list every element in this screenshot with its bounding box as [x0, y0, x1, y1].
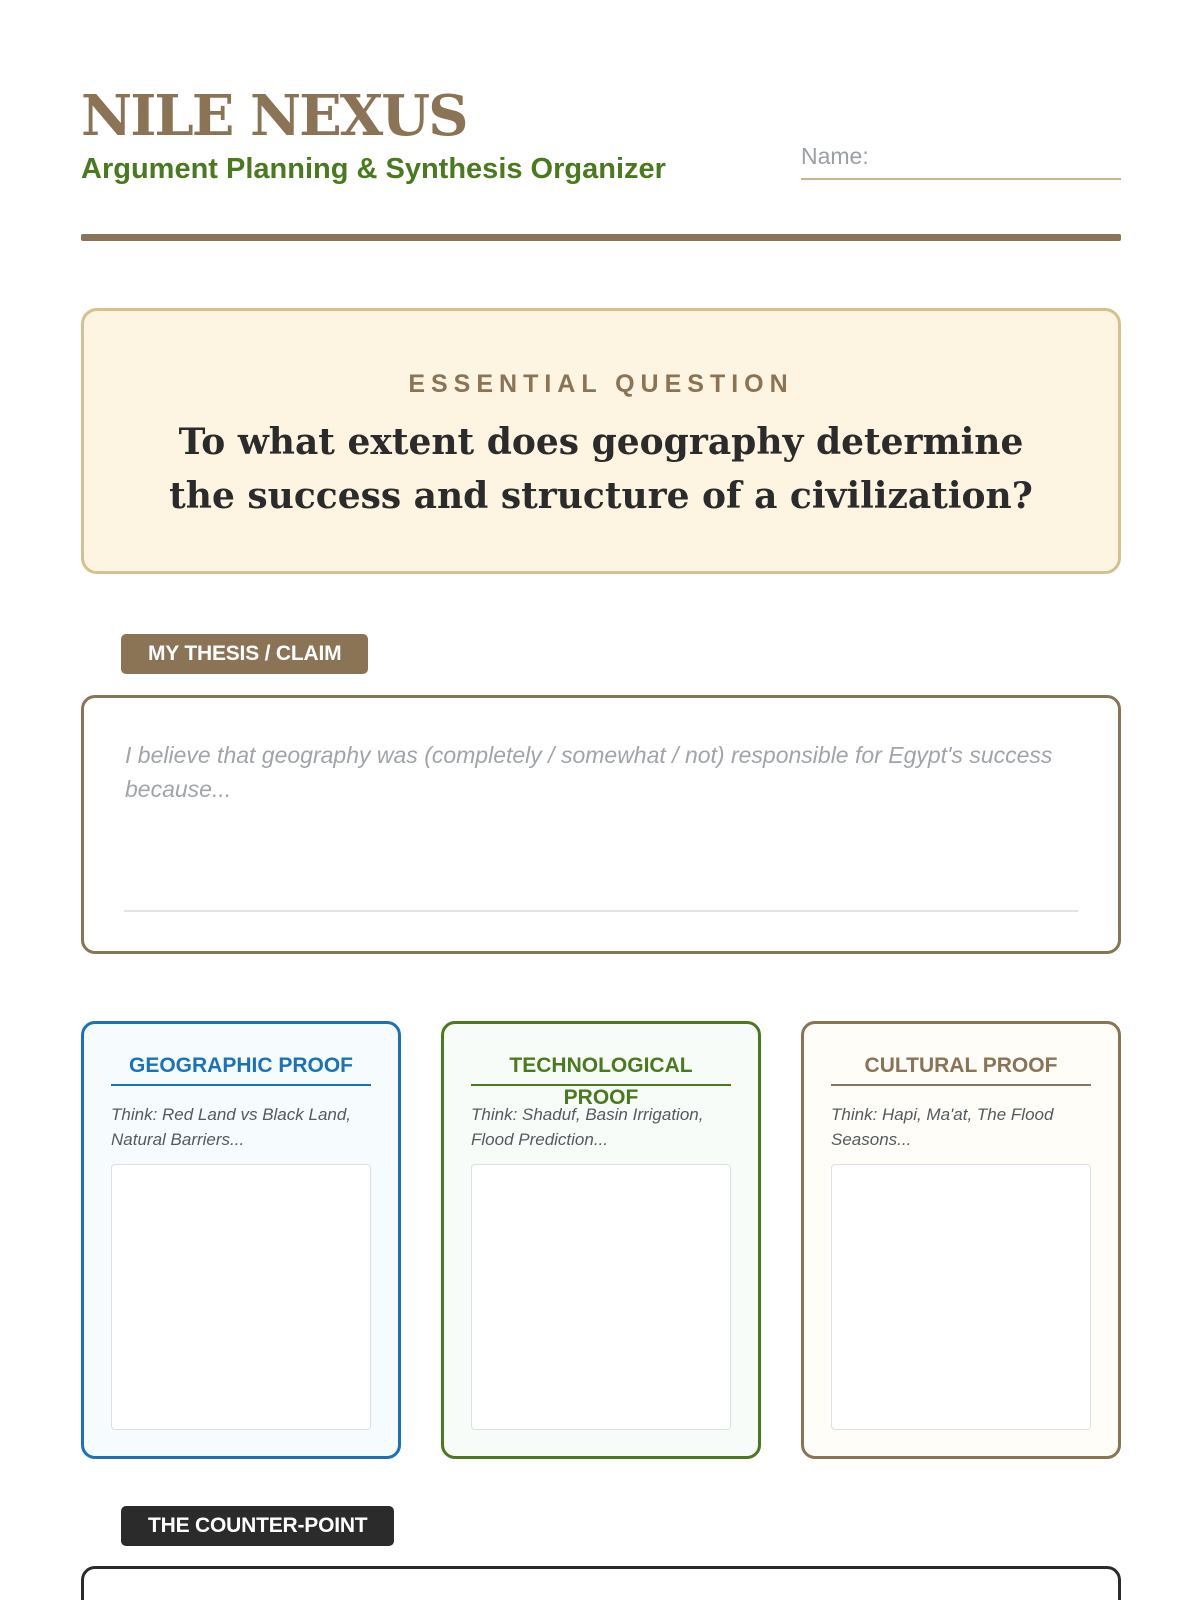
page-subtitle: Argument Planning & Synthesis Organizer [81, 153, 666, 185]
geographic-proof-hint: Think: Red Land vs Black Land, Natural Barriers... [111, 1105, 352, 1149]
thesis-placeholder: I believe that geography was (completely / somewhat / not) responsible for Egypt's success because... [125, 742, 1053, 802]
technological-proof-title: TECHNOLOGICAL PROOF [471, 1050, 731, 1086]
worksheet-page [81, 0, 1121, 1600]
cultural-proof-card [801, 1021, 1121, 1459]
page-header [81, 83, 1121, 186]
technological-proof-writing-area[interactable] [471, 1164, 731, 1430]
technological-proof-card [441, 1021, 761, 1459]
counter-point-input-box[interactable] [81, 1566, 1121, 1600]
counter-point-tag: THE COUNTER-POINT [121, 1506, 394, 1546]
technological-proof-hint: Think: Shaduf, Basin Irrigation, Flood Prediction... [471, 1105, 704, 1149]
cultural-proof-title: CULTURAL PROOF [831, 1050, 1091, 1086]
thesis-writing-line [124, 910, 1078, 912]
geographic-proof-card [81, 1021, 401, 1459]
geographic-proof-title: GEOGRAPHIC PROOF [111, 1050, 371, 1086]
cultural-proof-hint: Think: Hapi, Ma'at, The Flood Seasons... [831, 1105, 1054, 1149]
page-title: NILE NEXUS [81, 83, 467, 149]
thesis-input-box[interactable] [81, 695, 1121, 954]
header-divider [81, 234, 1121, 241]
geographic-proof-writing-area[interactable] [111, 1164, 371, 1430]
cultural-proof-writing-area[interactable] [831, 1164, 1091, 1430]
name-field[interactable] [801, 138, 1121, 180]
thesis-tag: MY THESIS / CLAIM [121, 634, 368, 674]
essential-question-label: ESSENTIAL QUESTION [408, 370, 794, 398]
name-label: Name: [801, 143, 869, 169]
essential-question-box [81, 308, 1121, 574]
essential-question-text: To what extent does geography determine the success and structure of a civilization? [169, 421, 1033, 517]
